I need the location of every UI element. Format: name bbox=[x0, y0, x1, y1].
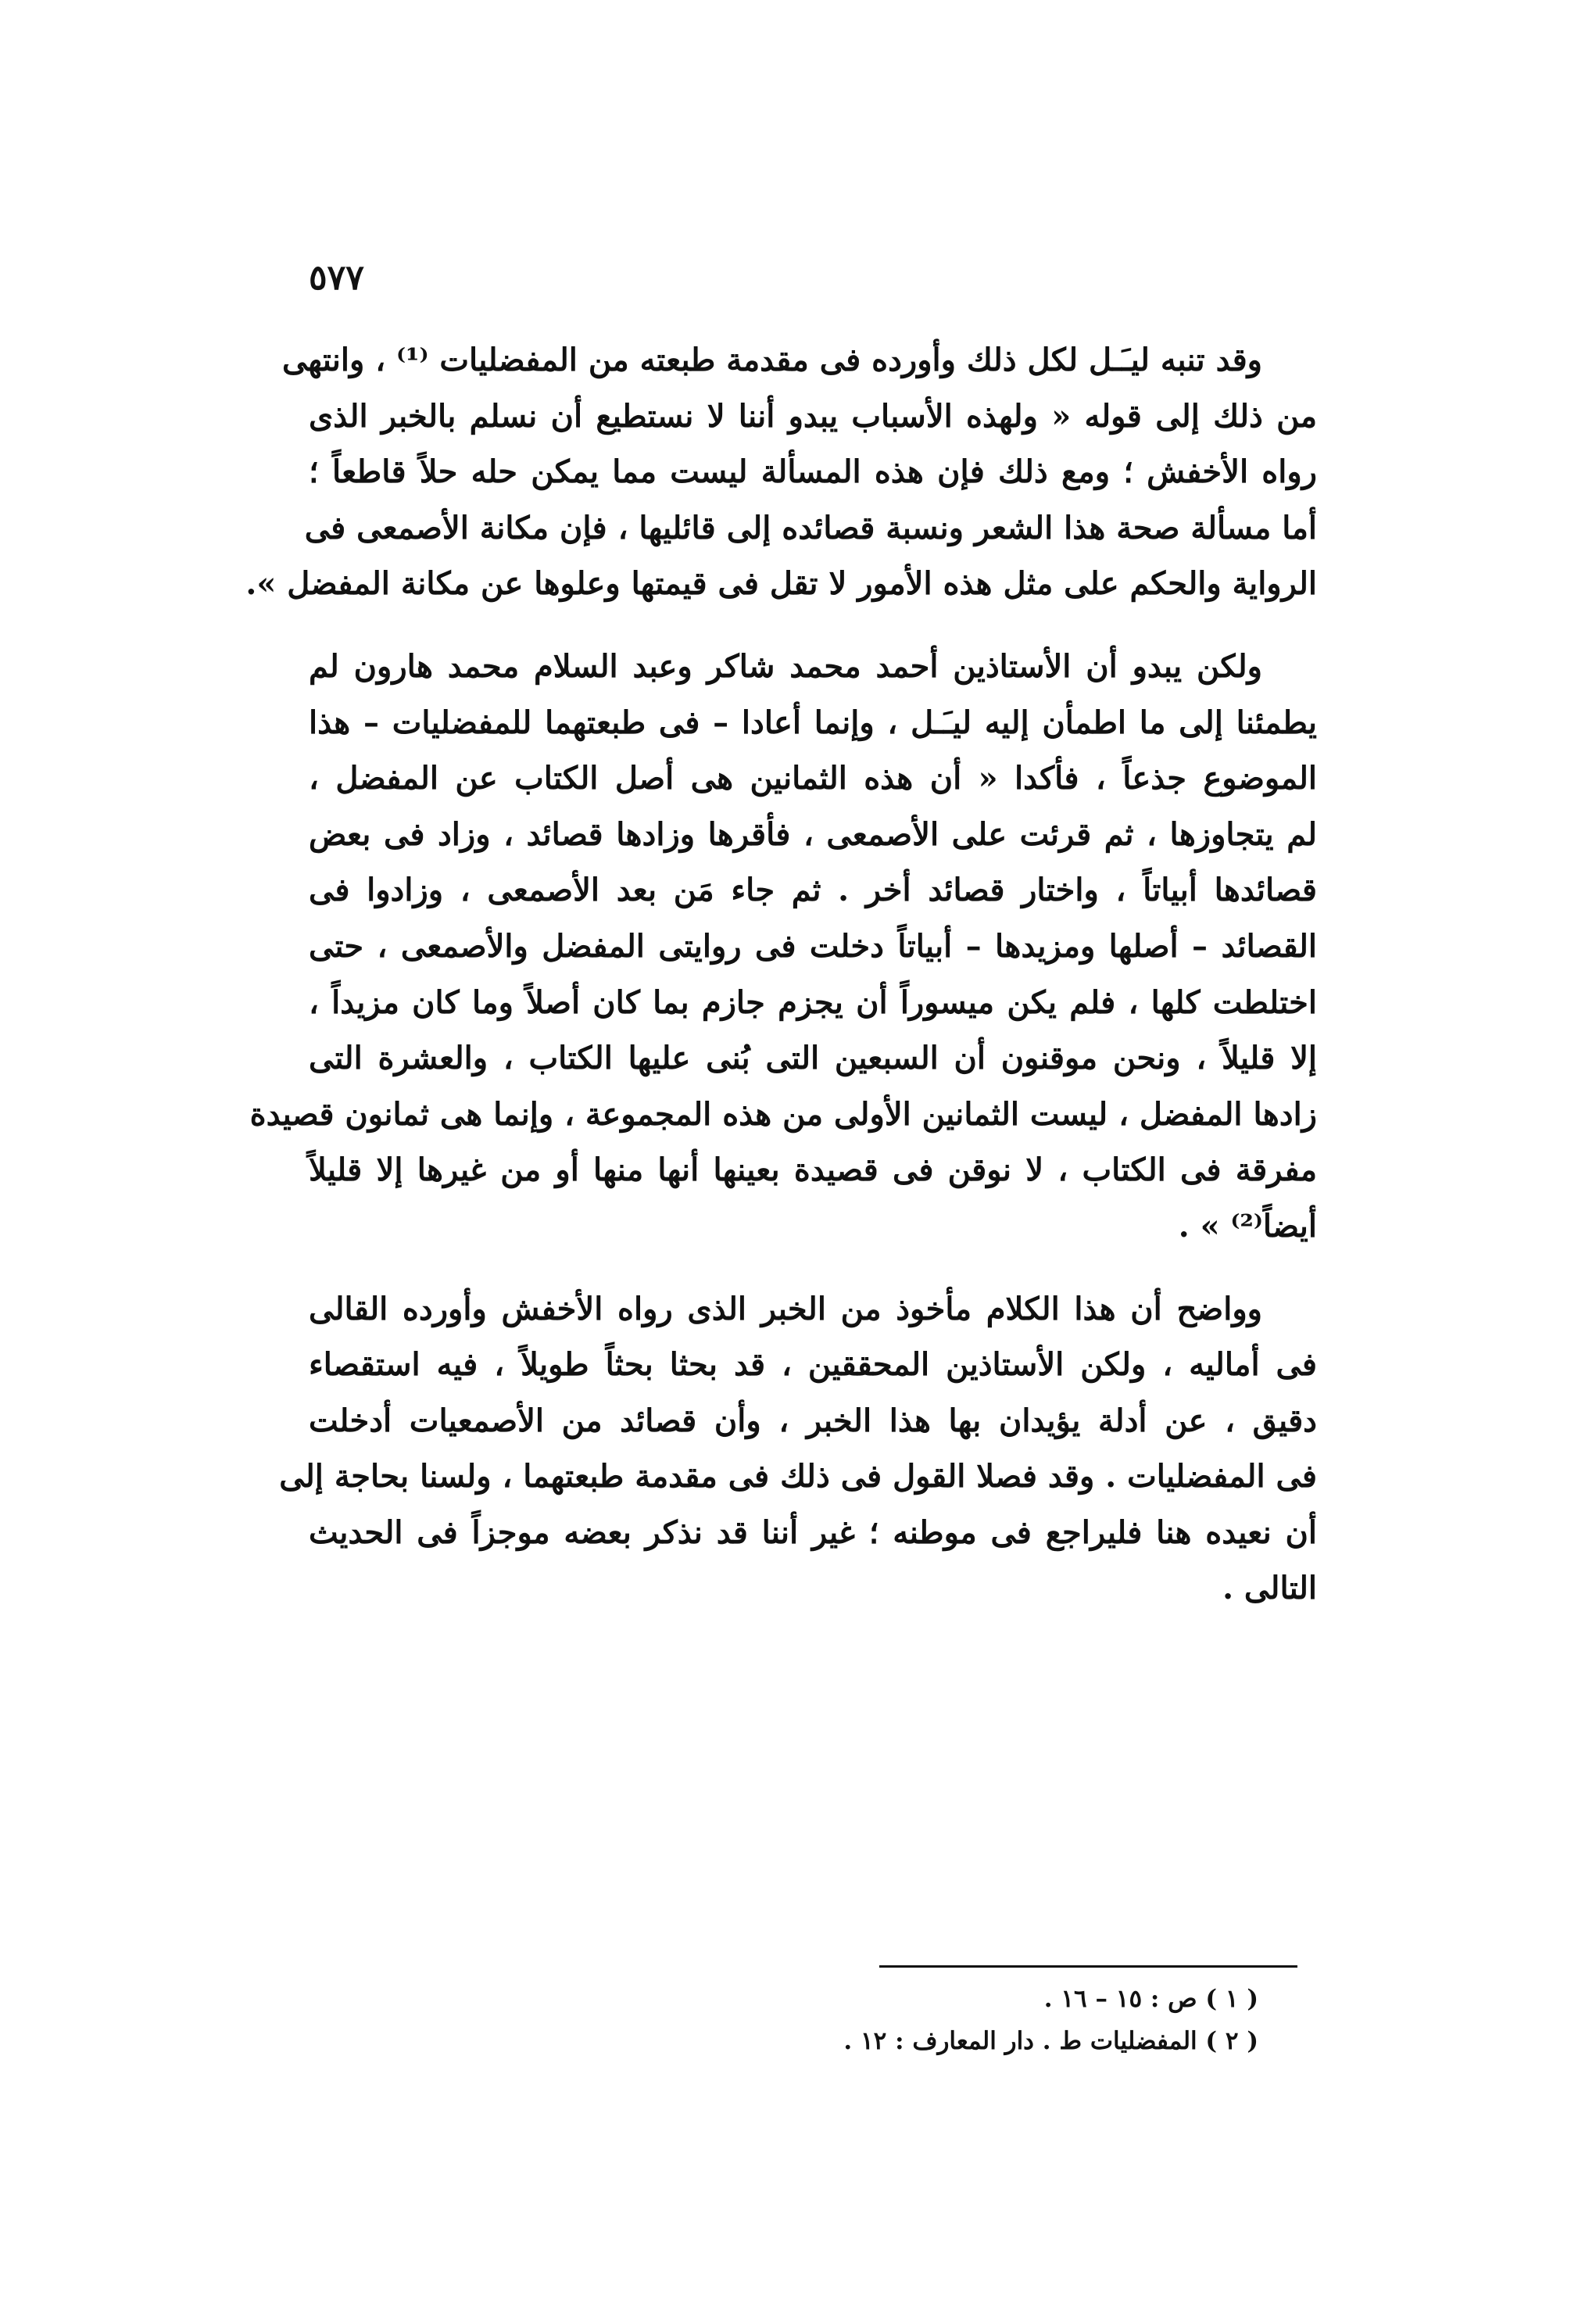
text-line: يطمئنا إلى ما اطمأن إليه ليـَـل ، وإنما أعادا – فى طبعتهما للمفضليات – هذا bbox=[309, 704, 1317, 741]
text-line: رواه الأخفش ؛ ومع ذلك فإن هذه المسألة ليست مما يمكن حله حلاً قاطعاً ؛ bbox=[309, 453, 1317, 491]
text-line: أن نعيده هنا فليراجع فى موطنه ؛ غير أننا قد نذكر بعضه موجزاً فى الحديث bbox=[309, 1513, 1317, 1551]
text-line: لم يتجاوزها ، ثم قرئت على الأصمعى ، فأقرها وزادها قصائد ، وزاد فى بعض bbox=[309, 815, 1317, 853]
footnote-1: ( ١ ) ص : ١٥ – ١٦ . bbox=[1043, 1985, 1258, 2013]
text-line: فى أماليه ، ولكن الأستاذين المحققين ، قد بحثا بحثاً طويلاً ، فيه استقصاء bbox=[309, 1346, 1317, 1384]
text-line: أما مسألة صحة هذا الشعر ونسبة قصائده إلى قائليها ، فإن مكانة الأصمعى فى bbox=[304, 509, 1317, 546]
paragraph-3 bbox=[279, 1281, 1317, 1617]
text-line: زادها المفضل ، ليست الثمانين الأولى من هذه المجموعة ، وإنما هى ثمانون قصيدة bbox=[249, 1095, 1317, 1133]
footnote-2: ( ٢ ) المفضليات ط . دار المعارف : ١٢ . bbox=[843, 2027, 1258, 2056]
footnotes bbox=[703, 1978, 1258, 2063]
text-line: ولكن يبدو أن الأستاذين أحمد محمد شاكر وعبد السلام محمد هارون لم bbox=[309, 647, 1262, 685]
text-line: مفرقة فى الكتاب ، لا نوقن فى قصيدة بعينها أنها منها أو من غيرها إلا قليلاً bbox=[309, 1152, 1317, 1189]
text-line: فى المفضليات . وقد فصلا القول فى ذلك فى مقدمة طبعتهما ، ولسنا بحاجة إلى bbox=[279, 1458, 1317, 1495]
paragraph-2 bbox=[249, 639, 1317, 1255]
text-line: الموضوع جذعاً ، فأكدا « أن هذه الثمانين هى أصل الكتاب عن المفضل ، bbox=[309, 760, 1317, 797]
main-text bbox=[245, 332, 1317, 1643]
text-line: وواضح أن هذا الكلام مأخوذ من الخبر الذى رواه الأخفش وأورده القالى bbox=[309, 1290, 1263, 1327]
text-line: إلا قليلاً ، ونحن موقنون أن السبعين التى بُنى عليها الكتاب ، والعشرة التى bbox=[309, 1040, 1317, 1077]
page-number: ٥٧٧ bbox=[309, 258, 364, 298]
footnote-divider bbox=[879, 1965, 1297, 1968]
text-line: قصائدها أبياتاً ، واختار قصائد أخر . ثم جاء مَن بعد الأصمعى ، وزادوا فى bbox=[309, 872, 1317, 909]
paragraph-1 bbox=[245, 332, 1317, 612]
text-line: الرواية والحكم على مثل هذه الأمور لا تقل فى قيمتها وعلوها عن مكانة المفضل ». bbox=[245, 565, 1317, 603]
text-line: وقد تنبه ليـَـل لكل ذلك وأورده فى مقدمة طبعته من المفضليات ⁽¹⁾ ، وانتهى bbox=[281, 342, 1262, 378]
text-line: دقيق ، عن أدلة يؤيدان بها هذا الخبر ، وأن قصائد من الأصمعيات أدخلت bbox=[309, 1402, 1317, 1439]
text-line: اختلطت كلها ، فلم يكن ميسوراً أن يجزم جازم بما كان أصلاً وما كان مزيداً ، bbox=[309, 983, 1317, 1021]
text-line: من ذلك إلى قوله « ولهذه الأسباب يبدو أننا لا نستطيع أن نسلم بالخبر الذى bbox=[309, 397, 1317, 435]
text-line: القصائد – أصلها ومزيدها – أبياتاً دخلت فى روايتى المفضل والأصمعى ، حتى bbox=[309, 927, 1317, 965]
text-line: التالى . bbox=[1222, 1570, 1317, 1607]
text-line: أيضاً⁽²⁾ » . bbox=[1178, 1207, 1317, 1245]
